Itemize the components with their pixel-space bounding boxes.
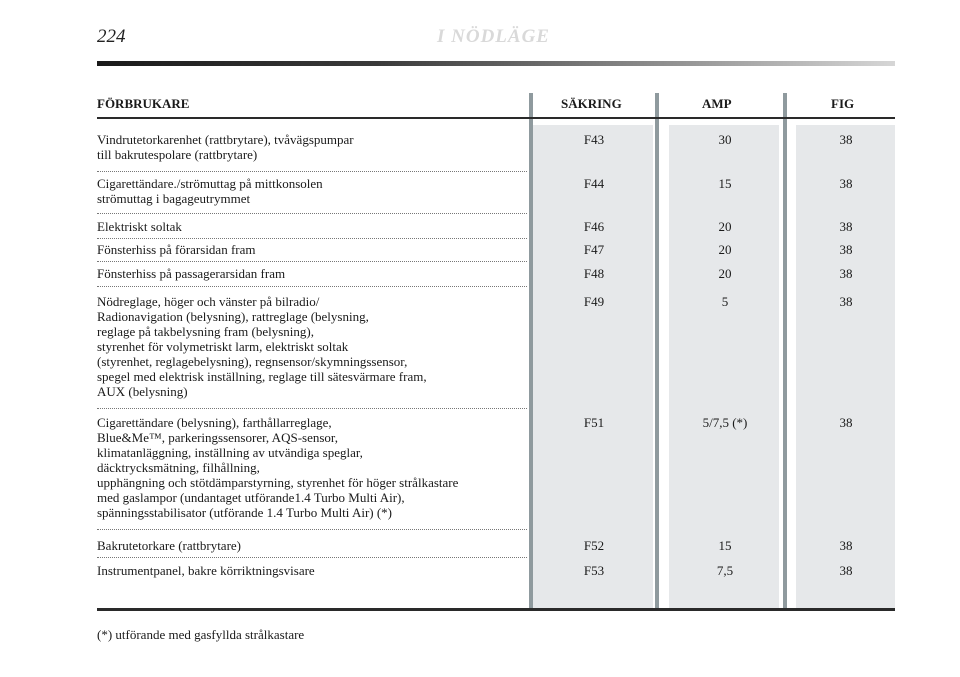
fig-cell: 38 [839, 538, 853, 553]
consumer-cell: Instrumentpanel, bakre körriktningsvisare [97, 563, 315, 578]
column-header-consumer: FÖRBRUKARE [97, 96, 190, 111]
consumer-cell: Fönsterhiss på förarsidan fram [97, 242, 256, 257]
amp-cell: 20 [718, 242, 732, 257]
amp-cell: 15 [718, 538, 732, 553]
fuse-cell: F49 [583, 294, 605, 309]
column-header-amp: AMP [702, 96, 732, 111]
fuse-cell: F48 [583, 266, 605, 281]
fig-cell: 38 [839, 176, 853, 191]
table-row [97, 219, 895, 239]
amp-cell: 15 [718, 176, 732, 191]
page-number: 224 [97, 26, 126, 47]
column-header-fuse: SÄKRING [561, 96, 622, 111]
chapter-title: I NÖDLÄGE [437, 26, 550, 47]
consumer-cell: Vindrutetorkarenhet (rattbrytare), tvåvägspumpar till bakrutespolare (rattbrytare) [97, 132, 354, 162]
row-divider [97, 171, 527, 172]
amp-cell: 30 [718, 132, 732, 147]
table-row [97, 266, 895, 287]
row-divider [97, 261, 527, 262]
fig-cell: 38 [839, 219, 853, 234]
consumer-cell: Bakrutetorkare (rattbrytare) [97, 538, 242, 553]
consumer-cell: Elektriskt soltak [97, 219, 182, 234]
table-row [97, 242, 895, 262]
fuse-cell: F43 [583, 132, 605, 147]
fuse-cell: F51 [583, 415, 605, 430]
table-row [97, 563, 895, 583]
table-row [97, 132, 895, 172]
fuse-cell: F53 [583, 563, 605, 578]
column-header-fig: FIG [831, 96, 855, 111]
header-rule [97, 61, 895, 66]
row-divider [97, 529, 527, 530]
table-bottom-rule [97, 608, 895, 611]
consumer-cell: Fönsterhiss på passagerarsidan fram [97, 266, 286, 281]
table-header-rule [97, 117, 895, 119]
fig-cell: 38 [839, 415, 853, 430]
row-divider [97, 238, 527, 239]
fuse-cell: F44 [583, 176, 605, 191]
consumer-cell: Cigarettändare (belysning), farthållarreglage, Blue&Me™, parkeringssensorer, AQS-sensor, klimatanläggning, inställning av utvändiga speglar, däcktrycksmätning, filhållning, upphängning och stötdämparstyrning, styrenhet för höger strålkastare med gaslampor (undantaget utförande1.4 Turbo Multi Air), spänningsstabilisator (utförande 1.4 Turbo Multi Air) (*) [97, 415, 459, 520]
row-divider [97, 408, 527, 409]
table-row [97, 294, 895, 409]
amp-cell: 5/7,5 (*) [702, 415, 748, 430]
footnote: (*) utförande med gasfyllda strålkastare [97, 627, 305, 642]
fig-cell: 38 [839, 294, 853, 309]
amp-cell: 20 [718, 266, 732, 281]
row-divider [97, 286, 527, 287]
row-divider [97, 213, 527, 214]
amp-cell: 7,5 [716, 563, 734, 578]
consumer-cell: Nödreglage, höger och vänster på bilradio/ Radionavigation (belysning), rattreglage (belysning, reglage på takbelysning fram (belysning), styrenhet för volymetriskt larm, elektriskt soltak (styrenhet, reglagebelysning), regnsensor/skymningssensor, spegel med elektrisk inställning, reglage till sätesvärmare fram, AUX (belysning) [97, 294, 427, 399]
fuse-cell: F52 [583, 538, 605, 553]
consumer-cell: Cigarettändare./strömuttag på mittkonsolen strömuttag i bagageutrymmet [97, 176, 323, 206]
fuse-cell: F46 [583, 219, 605, 234]
table-row [97, 538, 895, 558]
fig-cell: 38 [839, 563, 853, 578]
fig-cell: 38 [839, 132, 853, 147]
fig-cell: 38 [839, 266, 853, 281]
fuse-cell: F47 [583, 242, 605, 257]
table-row [97, 176, 895, 214]
table-row [97, 415, 895, 530]
amp-cell: 5 [721, 294, 729, 309]
fig-cell: 38 [839, 242, 853, 257]
amp-cell: 20 [718, 219, 732, 234]
row-divider [97, 557, 527, 558]
